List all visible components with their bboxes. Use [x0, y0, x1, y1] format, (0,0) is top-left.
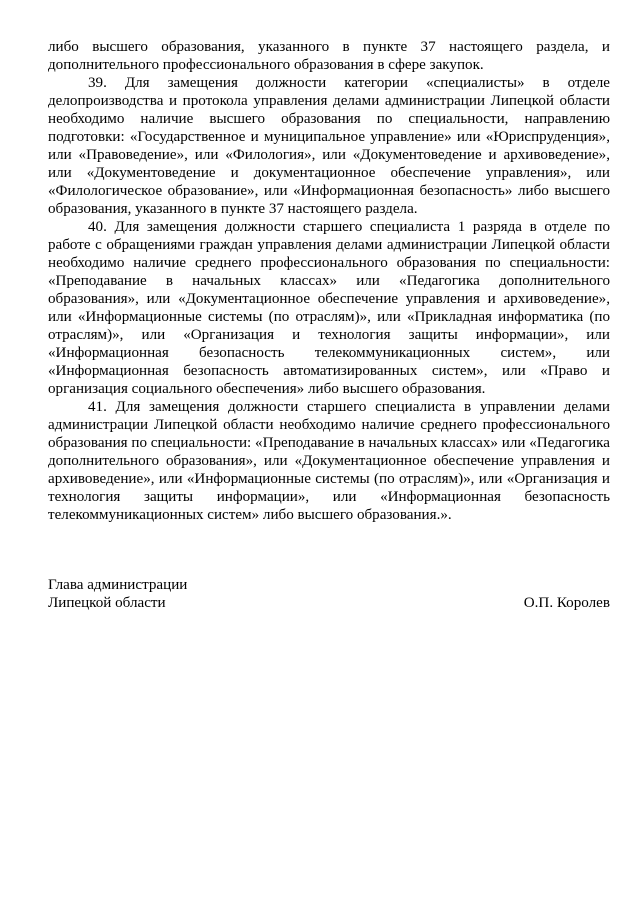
signature-block: [48, 576, 610, 612]
paragraph-39: 39. Для замещения должности категории «специалисты» в отделе делопроизводства и протокола управления делами администрации Липецкой области необходимо наличие высшего образования по специальности, направлению подготовки: «Государственное и муниципальное управление» или «Юриспруденция», или «Правоведение», или «Филология», или «Документоведение и архивоведение», или «Документоведение и документационное обеспечение управления», или «Филологическое образование», или «Информационная безопасность» либо высшего образования, указанного в пункте 37 настоящего раздела.: [48, 75, 610, 217]
signer-title-line-1: Глава администрации: [48, 577, 188, 593]
document-body: [48, 38, 610, 524]
signer-name: О.П. Королев: [523, 595, 610, 611]
paragraph-41: 41. Для замещения должности старшего специалиста в управлении делами администрации Липецкой области необходимо наличие среднего профессионального образования по специальности: «Преподавание в начальных классах» или «Педагогика дополнительного образования», или «Документационное обеспечение управления и архивоведение», или «Информационные системы (по отраслям)», или «Организация и технология защиты информации», или «Информационная безопасность телекоммуникационных систем» либо высшего образования.».: [48, 399, 610, 523]
signature-row: [48, 594, 610, 612]
signer-title-line-2: Липецкой области: [48, 595, 166, 611]
paragraph-40: 40. Для замещения должности старшего специалиста 1 разряда в отделе по работе с обращениями граждан управления делами администрации Липецкой области необходимо наличие среднего профессионального образования по специальности: «Преподавание в начальных классах» или «Педагогика дополнительного образования», или «Документационное обеспечение управления и архивоведение», или «Информационные системы (по отраслям)», или «Прикладная информатика (по отраслям)», или «Организация и технология защиты информации», или «Информационная безопасность телекоммуникационных систем», или «Информационная безопасность автоматизированных систем», или «Право и организация социального обеспечения» либо высшего образования.: [48, 219, 610, 397]
paragraph-continuation: либо высшего образования, указанного в пункте 37 настоящего раздела, и дополнительного профессионального образования в сфере закупок.: [48, 39, 610, 73]
